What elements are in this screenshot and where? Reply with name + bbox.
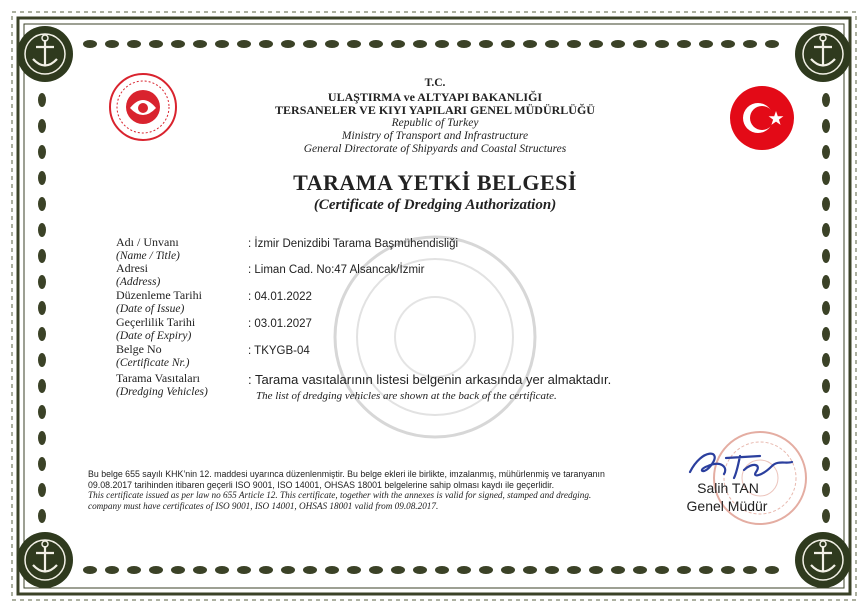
border-bead — [501, 40, 515, 48]
border-bead — [38, 275, 46, 289]
border-bead — [369, 40, 383, 48]
border-bead — [822, 457, 830, 471]
border-bead — [822, 93, 830, 107]
border-bead — [611, 40, 625, 48]
border-bead — [325, 566, 339, 574]
border-bead — [237, 566, 251, 574]
border-bead — [699, 40, 713, 48]
border-bead — [413, 40, 427, 48]
border-bead — [38, 509, 46, 523]
border-bead — [822, 223, 830, 237]
border-bead — [721, 40, 735, 48]
border-bead — [38, 431, 46, 445]
border-bead — [479, 40, 493, 48]
border-bead — [822, 405, 830, 419]
border-bead — [822, 327, 830, 341]
border-bead — [38, 93, 46, 107]
border-bead — [822, 171, 830, 185]
border-bead — [413, 566, 427, 574]
field-certificate-no-value: : TKYGB-04 — [248, 345, 310, 357]
signatory-title: Genel Müdür — [686, 498, 768, 514]
border-bead — [237, 40, 251, 48]
border-bead — [699, 566, 713, 574]
border-bead — [633, 40, 647, 48]
border-bead — [38, 483, 46, 497]
border-bead — [369, 566, 383, 574]
field-vehicles-value: : Tarama vasıtalarının listesi belgenin arkasında yer almaktadır. — [248, 372, 612, 387]
border-bead — [721, 566, 735, 574]
border-bead — [677, 566, 691, 574]
border-bead — [38, 119, 46, 133]
border-bead — [171, 566, 185, 574]
border-bead — [281, 566, 295, 574]
border-bead — [38, 405, 46, 419]
field-issue-date-label: Düzenleme Tarihi (Date of Issue) — [116, 288, 202, 315]
border-bead — [611, 566, 625, 574]
border-bead — [457, 566, 471, 574]
border-bead — [149, 40, 163, 48]
border-bead — [765, 40, 779, 48]
border-bead — [567, 566, 581, 574]
border-bead — [435, 40, 449, 48]
field-name-label: Adı / Unvanı (Name / Title) — [116, 235, 180, 262]
border-bead — [391, 40, 405, 48]
anchor-corner-bottom-left-icon — [17, 532, 73, 588]
border-bead — [822, 431, 830, 445]
field-address-value: : Liman Cad. No:47 Alsancak/İzmir — [248, 264, 425, 276]
border-bead — [822, 249, 830, 263]
border-bead — [38, 457, 46, 471]
border-bead — [523, 566, 537, 574]
border-bead — [822, 275, 830, 289]
border-bead — [83, 566, 97, 574]
border-bead — [743, 40, 757, 48]
border-bead — [259, 566, 273, 574]
anchor-corner-top-right-icon — [795, 26, 851, 82]
border-bead — [105, 40, 119, 48]
field-issue-date-value: : 04.01.2022 — [248, 291, 312, 303]
ministry-seal-icon — [108, 72, 178, 142]
certificate-title: TARAMA YETKİ BELGESİ — [293, 170, 577, 195]
border-bead — [391, 566, 405, 574]
header-directorate-en: General Directorate of Shipyards and Coastal Structures — [303, 143, 567, 155]
border-bead — [127, 566, 141, 574]
border-bead — [589, 566, 603, 574]
certificate-subtitle: (Certificate of Dredging Authorization) — [313, 197, 557, 213]
border-bead — [523, 40, 537, 48]
border-bead — [567, 40, 581, 48]
border-bead — [215, 40, 229, 48]
border-bead — [822, 301, 830, 315]
border-bead — [149, 566, 163, 574]
field-address-label: Adresi (Address) — [116, 261, 161, 288]
border-bead — [38, 301, 46, 315]
border-bead — [38, 327, 46, 341]
field-name-value: : İzmir Denizdibi Tarama Başmühendisliği — [248, 238, 459, 250]
header-ministry-en: Ministry of Transport and Infrastructure — [341, 130, 529, 142]
border-bead — [479, 566, 493, 574]
field-expiry-date-label: Geçerlilik Tarihi (Date of Expiry) — [116, 315, 196, 342]
border-bead — [303, 40, 317, 48]
border-bead — [822, 379, 830, 393]
border-bead — [743, 566, 757, 574]
header-directorate-tr: TERSANELER VE KIYI YAPILARI GENEL MÜDÜRLÜĞÜ — [275, 103, 595, 117]
border-bead — [171, 40, 185, 48]
border-bead — [127, 40, 141, 48]
border-bead — [822, 145, 830, 159]
border-bead — [822, 119, 830, 133]
turkish-flag-icon — [728, 84, 796, 152]
border-bead — [38, 379, 46, 393]
border-bead — [655, 40, 669, 48]
border-bead — [38, 249, 46, 263]
header-republic-en: Republic of Turkey — [391, 117, 479, 129]
border-bead — [215, 566, 229, 574]
border-bead — [822, 197, 830, 211]
border-bead — [677, 40, 691, 48]
border-bead — [765, 566, 779, 574]
border-bead — [347, 566, 361, 574]
border-bead — [281, 40, 295, 48]
border-bead — [325, 40, 339, 48]
border-bead — [38, 197, 46, 211]
field-vehicles-label: Tarama Vasıtaları (Dredging Vehicles) — [116, 371, 208, 398]
border-bead — [589, 40, 603, 48]
field-expiry-date-value: : 03.01.2027 — [248, 318, 312, 330]
border-bead — [38, 145, 46, 159]
border-bead — [83, 40, 97, 48]
field-certificate-no-label: Belge No (Certificate Nr.) — [116, 342, 190, 369]
border-bead — [38, 171, 46, 185]
border-bead — [38, 223, 46, 237]
border-bead — [193, 40, 207, 48]
vehicles-note-en: The list of dredging vehicles are shown at the back of the certificate. — [256, 390, 557, 402]
border-bead — [501, 566, 515, 574]
anchor-corner-top-left-icon — [17, 26, 73, 82]
border-bead — [655, 566, 669, 574]
border-bead — [303, 566, 317, 574]
border-bead — [259, 40, 273, 48]
border-bead — [105, 566, 119, 574]
border-bead — [545, 566, 559, 574]
border-bead — [822, 483, 830, 497]
border-bead — [435, 566, 449, 574]
anchor-corner-bottom-right-icon — [795, 532, 851, 588]
border-bead — [193, 566, 207, 574]
header-ministry-tr: ULAŞTIRMA ve ALTYAPI BAKANLIĞI — [327, 90, 543, 104]
border-bead — [545, 40, 559, 48]
border-bead — [38, 353, 46, 367]
border-bead — [633, 566, 647, 574]
signatory-name: Salih TAN — [697, 480, 759, 496]
border-bead — [822, 353, 830, 367]
border-bead — [822, 509, 830, 523]
border-bead — [457, 40, 471, 48]
header-tc: T.C. — [424, 77, 446, 89]
footer-legal-text: Bu belge 655 sayılı KHK’nin 12. maddesi uyarınca düzenlenmiştir. Bu belge ekleri ile birlikte, imzalanmış, mühürlenmiş ve taranyanın 09.08.2017 tarihinden itibaren geçerli ISO 9001, ISO 14001, OHSAS 18001 belgelerine sahip olması kaydı ile geçerlidir. This certificate issued as per law no 655 Article 12. This certificate, together with the annexes is valid for signed, stamped and dredging. company must have certificates of ISO 9001, ISO 14001, OHSAS 18001 valid from 09.08.2017. — [88, 469, 605, 511]
border-bead — [347, 40, 361, 48]
